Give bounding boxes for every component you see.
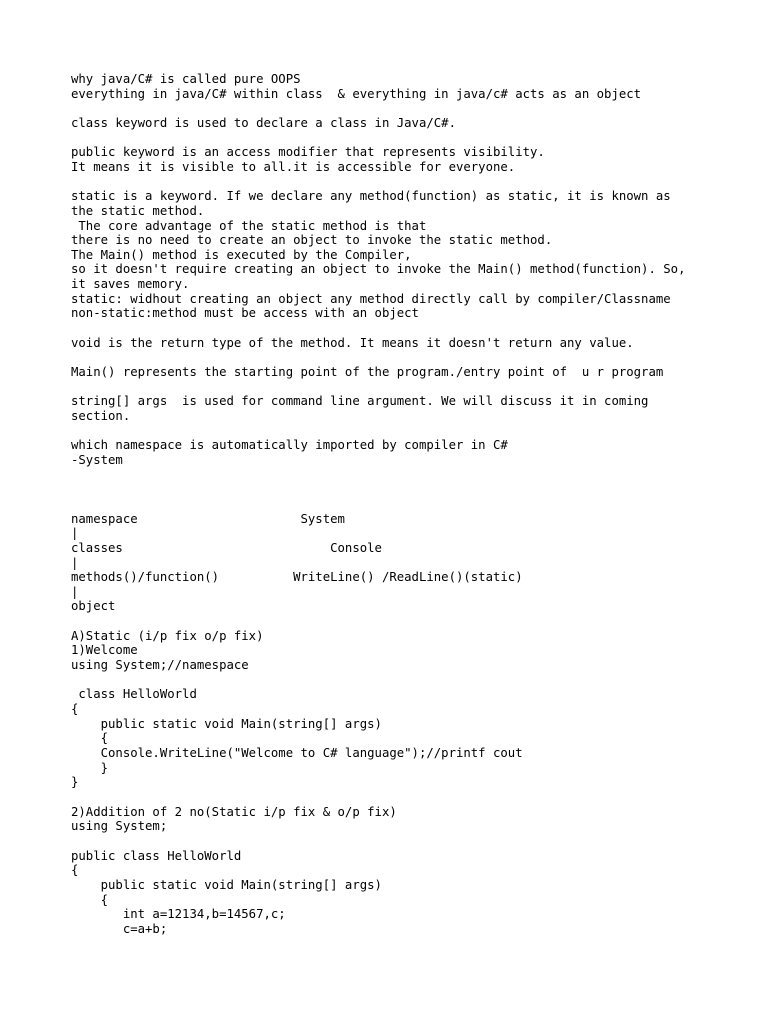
blank-line: [71, 834, 751, 849]
code-line: public static void Main(string[] args): [71, 716, 382, 731]
code-line: public class HelloWorld: [71, 848, 242, 863]
hierarchy-line: |: [71, 584, 79, 599]
blank-line: [71, 673, 751, 688]
hierarchy-line: |: [71, 555, 79, 570]
text-line: -System: [71, 452, 123, 467]
hierarchy-line: namespace System: [71, 511, 345, 526]
text-line: why java/C# is called pure OOPS: [71, 72, 301, 86]
text-line: string[] args is used for command line argument. We will discuss it in coming: [71, 394, 649, 409]
text-line: there is no need to create an object to invoke the static method.: [71, 233, 553, 248]
hierarchy-line: object: [71, 599, 116, 614]
text-line: static: widhout creating an object any method directly call by compiler/Classname: [71, 291, 671, 306]
code-line: c=a+b;: [71, 921, 168, 936]
text-line: class keyword is used to declare a class in Java/C#.: [71, 115, 456, 130]
code-line: {: [71, 731, 109, 746]
text-line: everything in java/C# within class & everything in java/c# acts as an object: [71, 86, 642, 101]
blank-line: [71, 175, 751, 190]
code-line: {: [71, 892, 109, 907]
code-line: class HelloWorld: [71, 687, 197, 702]
blank-line: [71, 101, 751, 116]
blank-line: [71, 350, 751, 365]
hierarchy-line: classes Console: [71, 540, 382, 555]
text-line: The core advantage of the static method is that: [71, 218, 427, 233]
hierarchy-line: |: [71, 526, 79, 541]
text-line: It means it is visible to all.it is accessible for everyone.: [71, 159, 516, 174]
code-line: {: [71, 863, 79, 878]
text-line: non-static:method must be access with an object: [71, 306, 419, 321]
code-line: using System;: [71, 819, 168, 834]
code-line: using System;//namespace: [71, 658, 249, 673]
blank-line: [71, 790, 751, 805]
text-line: A)Static (i/p fix o/p fix): [71, 628, 264, 643]
text-line: 1)Welcome: [71, 643, 138, 658]
code-line: public static void Main(string[] args): [71, 877, 382, 892]
document-page: [71, 72, 751, 937]
code-line: }: [71, 775, 79, 790]
text-line: static is a keyword. If we declare any method(function) as static, it is known as: [71, 189, 671, 204]
blank-line: [71, 321, 751, 336]
text-line: 2)Addition of 2 no(Static i/p fix & o/p fix): [71, 804, 397, 819]
blank-line: [71, 380, 751, 395]
blank-line: [71, 424, 751, 439]
code-line: {: [71, 702, 79, 717]
blank-line: [71, 482, 751, 497]
text-line: the static method.: [71, 203, 205, 218]
text-line: Main() represents the starting point of the program./entry point of u r program: [71, 365, 664, 380]
blank-line: [71, 614, 751, 629]
blank-line: [71, 468, 751, 483]
text-line: The Main() method is executed by the Compiler,: [71, 247, 412, 262]
text-line: it saves memory.: [71, 277, 190, 292]
blank-line: [71, 131, 751, 146]
text-line: void is the return type of the method. It means it doesn't return any value.: [71, 335, 634, 350]
hierarchy-line: methods()/function() WriteLine() /ReadLine()(static): [71, 570, 523, 585]
text-line: so it doesn't require creating an object to invoke the Main() method(function). So,: [71, 262, 686, 277]
text-line: which namespace is automatically imported by compiler in C#: [71, 438, 508, 453]
text-line: section.: [71, 409, 131, 423]
code-line: int a=12134,b=14567,c;: [71, 907, 286, 922]
text-line: public keyword is an access modifier that represents visibility.: [71, 145, 545, 160]
code-line: Console.WriteLine("Welcome to C# language");//printf cout: [71, 746, 523, 760]
blank-line: [71, 497, 751, 512]
code-line: }: [71, 760, 109, 775]
